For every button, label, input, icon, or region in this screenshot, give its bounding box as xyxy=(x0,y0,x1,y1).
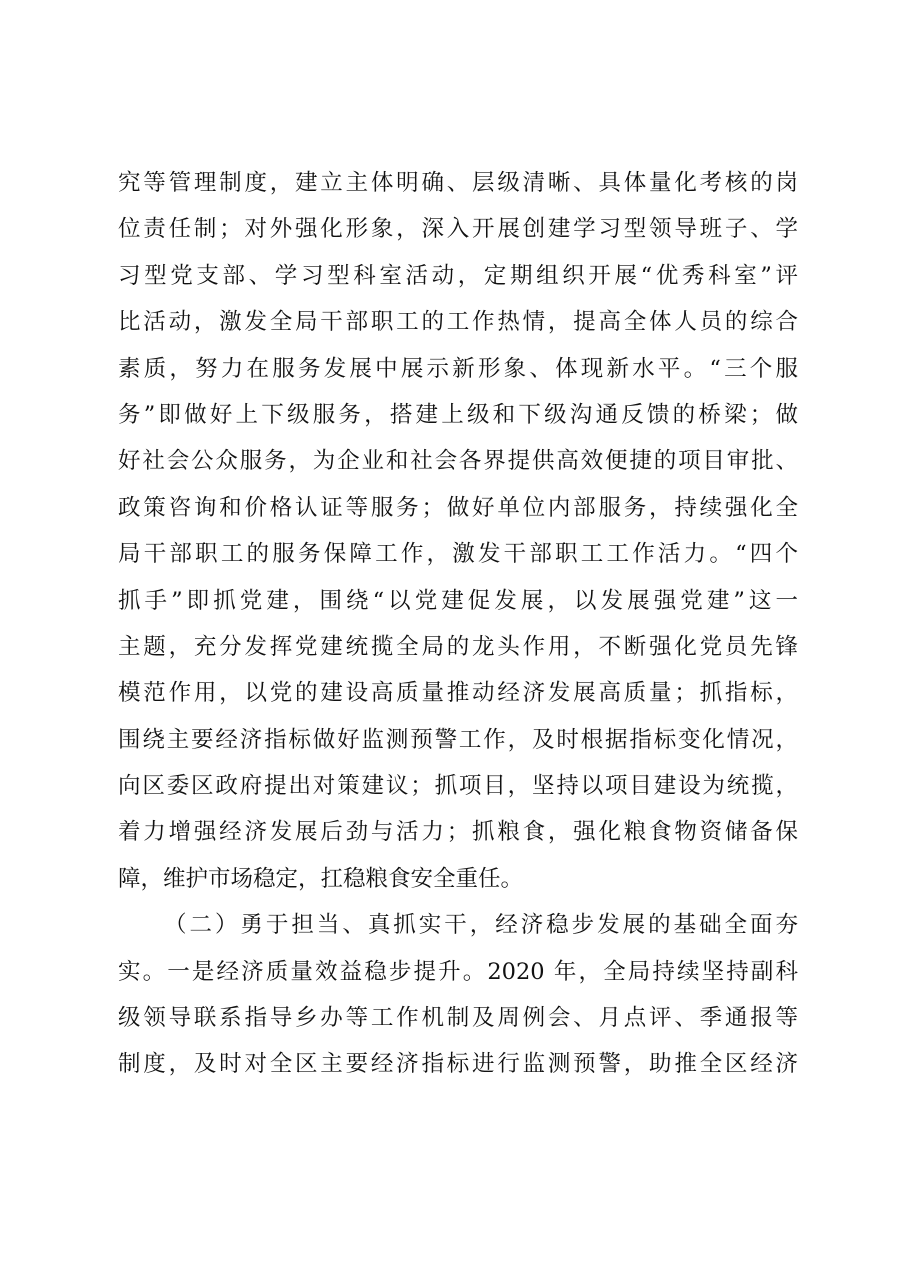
text-line: 习型党支部、学习型科室活动，定期组织开展“优秀科室”评 xyxy=(118,262,798,289)
text-line: 好社会公众服务，为企业和社会各界提供高效便捷的项目审批、 xyxy=(118,448,798,475)
section-heading-line: （二）勇于担当、真抓实干，经济稳步发展的基础全面夯 xyxy=(164,912,798,939)
document-body xyxy=(118,160,798,1088)
text-line: 制度，及时对全区主要经济指标进行监测预警，助推全区经济 xyxy=(118,1051,798,1078)
text-line: 围绕主要经济指标做好监测预警工作，及时根据指标变化情况， xyxy=(118,726,798,753)
text-line: 比活动，激发全局干部职工的工作热情，提高全体人员的综合 xyxy=(118,309,798,336)
text-line: 着力增强经济发展后劲与活力；抓粮食，强化粮食物资储备保 xyxy=(118,819,798,846)
text-line: 政策咨询和价格认证等服务；做好单位内部服务，持续强化全 xyxy=(118,494,798,521)
text-line: 向区委区政府提出对策建议；抓项目，坚持以项目建设为统揽， xyxy=(118,773,798,800)
text-line: 抓手”即抓党建，围绕“以党建促发展，以发展强党建”这一 xyxy=(118,587,798,614)
text-line: 位责任制；对外强化形象，深入开展创建学习型领导班子、学 xyxy=(118,216,798,243)
text-line: 究等管理制度，建立主体明确、层级清晰、具体量化考核的岗 xyxy=(118,170,798,196)
text-line: 主题，充分发挥党建统揽全局的龙头作用，不断强化党员先锋 xyxy=(118,633,798,660)
text-line: 级领导联系指导乡办等工作机制及周例会、月点评、季通报等 xyxy=(118,1005,798,1032)
text-line: 素质，努力在服务发展中展示新形象、体现新水平。“三个服 xyxy=(118,355,798,382)
text-line: 模范作用，以党的建设高质量推动经济发展高质量；抓指标， xyxy=(118,680,798,707)
text-line: 务”即做好上下级服务，搭建上级和下级沟通反馈的桥梁；做 xyxy=(118,401,798,428)
text-line: 实。一是经济质量效益稳步提升。2020 年，全局持续坚持副科 xyxy=(118,958,798,985)
paragraph-end-line: 障，维护市场稳定，扛稳粮食安全重任。 xyxy=(118,865,524,892)
text-line: 局干部职工的服务保障工作，激发干部职工工作活力。“四个 xyxy=(118,541,798,568)
